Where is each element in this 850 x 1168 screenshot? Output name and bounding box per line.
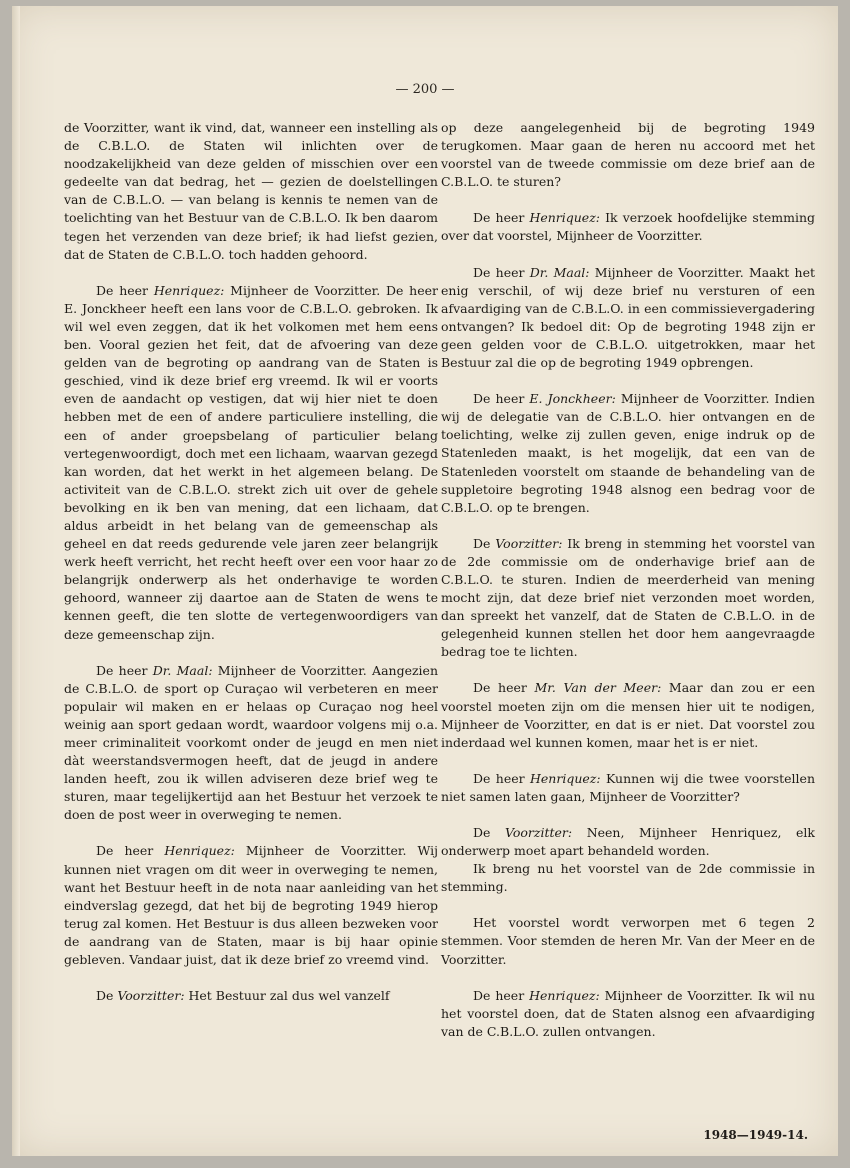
paragraph: De heer Henriquez: Mijnheer de Voorzitter. Ik wil nu het voorstel doen, dat de Staten alsnog een afvaardiging van de C.B.L.O. zullen ontvangen.: [441, 987, 815, 1039]
paragraph: op deze aangelegenheid bij de begroting 1949 terugkomen. Maar gaan de heren nu accoord met het voorstel van de tweede commissie om deze brief aan de C.B.L.O. te sturen?: [441, 120, 815, 190]
page-number: — 200 —: [395, 82, 455, 97]
paragraph: de Voorzitter, want ik vind, dat, wanneer een instelling als de C.B.L.O. de Staten wil inlichten over de noodzakelijkheid van deze gelden of misschien over een gedeelte van dat bedrag, het — gezien de doelstellingen van de C.B.L.O. — van belang is kennis te nemen van de toelichting van het Bestuur van de C.B.L.O. Ik ben daarom tegen het verzenden van deze brief; ik had liefst gezien, dat de Staten de C.B.L.O. toch hadden gehoord.: [64, 120, 438, 262]
paragraph: De Voorzitter: Neen, Mijnheer Henriquez, elk onderwerp moet apart behandeld worden.: [441, 825, 815, 859]
speaker-name: Dr. Maal:: [152, 662, 213, 678]
speaker-name: Voorzitter:: [117, 988, 185, 1004]
paragraph: De heer Dr. Maal: Mijnheer de Voorzitter. Aangezien de C.B.L.O. de sport op Curaçao wil verbeteren en meer populair wil maken en er helaas op Curaçao nog heel weinig aan sport gedaan wordt, waardoor volgens mij o.a. meer criminaliteit voorkomt onder de jeugd en men niet dàt weerstandsvermogen heeft, dat de jeugd in andere landen heeft, zou ik willen adviseren deze brief weg te sturen, maar tegelijkertijd aan het Bestuur het verzoek te doen de post weer in overweging te nemen.: [64, 662, 439, 823]
speaker-name: Henriquez:: [164, 843, 235, 859]
left-column: [64, 119, 438, 1023]
right-column: [441, 119, 815, 1059]
paragraph: Ik breng nu het voorstel van de 2de commissie in stemming.: [441, 861, 815, 895]
speaker-name: Voorzitter:: [505, 825, 573, 840]
document-code: 1948—1949-14.: [703, 1128, 808, 1142]
speaker-name: Henriquez:: [530, 770, 601, 786]
paragraph: De heer Dr. Maal: Mijnheer de Voorzitter. Maakt het enig verschil, of wij deze brief nu versturen of een afvaardiging van de C.B.L.O. in een commissievergadering ontvangen? Ik bedoel dit: Op de begroting 1948 zijn er geen gelden voor de C.B.L.O. uitgetrokken, maar het Bestuur zal die op de begroting 1949 opbrengen.: [441, 264, 816, 371]
speaker-name: Mr. Van der Meer:: [534, 680, 662, 696]
paragraph: De heer Henriquez: Mijnheer de Voorzitter. De heer E. Jonckheer heeft een lans voor de C.B.L.O. gebroken. Ik wil wel even zeggen, dat ik het volkomen met hem eens ben. Vooral gezien het feit, dat de afvoering van deze gelden van de begroting op aandrang van de Staten is geschied, vind ik deze brief erg vreemd. Ik wil er voorts even de aandacht op vestigen, dat wij hier niet te doen hebben met de een of andere particuliere instelling, die een of ander groepsbelang of particulier belang vertegenwoordigt, doch met een lichaam, waarvan gezegd kan worden, dat het werkt in het algemeen belang. De activiteit van de C.B.L.O. strekt zich uit over de gehele bevolking en ik ben van mening, dat een lichaam, dat aldus arbeidt in het belang van de gemeenschap als geheel en dat reeds gedurende vele jaren zeer belangrijk werk heeft verricht, het recht heeft over een voor haar zo belangrijk onderwerp als het onderhavige te worden gehoord, wanneer zij daartoe aan de Staten de wens te kennen geeft, die ten slotte de vertegenwoordigers van deze gemeenschap zijn.: [64, 282, 439, 642]
paragraph: De heer Henriquez: Ik verzoek hoofdelijke stemming over dat voorstel, Mijnheer de Voorzitter.: [441, 210, 815, 244]
speaker-name: Henriquez:: [529, 210, 601, 226]
speaker-name: E. Jonckheer:: [529, 391, 616, 407]
speaker-name: Dr. Maal:: [529, 264, 590, 280]
paragraph: Het voorstel wordt verworpen met 6 tegen 2 stemmen. Voor stemden de heren Mr. Van der Meer en de Voorzitter.: [441, 915, 815, 967]
paragraph: De Voorzitter: Ik breng in stemming het voorstel van de 2de commissie om de onderhavige brief aan de C.B.L.O. te sturen. Indien de meerderheid van mening mocht zijn, dat deze brief niet verzonden moet worden, dan spreekt het vanzelf, dat de Staten de C.B.L.O. in de gelegenheid kunnen stellen het door hem aangevraagde bedrag toe te lichten.: [441, 535, 815, 660]
document-page: [12, 6, 838, 1156]
paragraph: De heer Henriquez: Kunnen wij die twee voorstellen niet samen laten gaan, Mijnheer de Voorzitter?: [441, 770, 815, 804]
paragraph: De heer E. Jonckheer: Mijnheer de Voorzitter. Indien wij de delegatie van de C.B.L.O. hier ontvangen en de toelichting, welke zij zullen geven, enige indruk op de Statenleden maakt, is het mogelijk, dat een van de Statenleden voorstelt om staande de behandeling van de suppletoire begroting 1948 alsnog een bedrag voor de C.B.L.O. op te brengen.: [441, 391, 815, 515]
paragraph: De heer Mr. Van der Meer: Maar dan zou er een voorstel moeten zijn om die mensen hier uit te nodigen, Mijnheer de Voorzitter, en dat is er niet. Dat voorstel zou inderdaad wel kunnen komen, maar het is er niet.: [441, 680, 815, 750]
speaker-name: Henriquez:: [529, 987, 600, 1003]
speaker-name: Henriquez:: [153, 282, 225, 298]
paragraph: De Voorzitter: Het Bestuur zal dus wel vanzelf: [96, 988, 390, 1004]
speaker-name: Voorzitter:: [495, 535, 563, 551]
paragraph: De heer Henriquez: Mijnheer de Voorzitter. Wij kunnen niet vragen om dit weer in overweging te nemen, want het Bestuur heeft in de nota naar aanleiding van het eindverslag gezegd, dat het bij de begroting 1949 hierop terug zal komen. Het Bestuur is dus alleen bezweken voor de aandrang van de Staten, maar is bij haar opinie gebleven. Vandaar juist, dat ik deze brief zo vreemd vind.: [64, 843, 438, 968]
